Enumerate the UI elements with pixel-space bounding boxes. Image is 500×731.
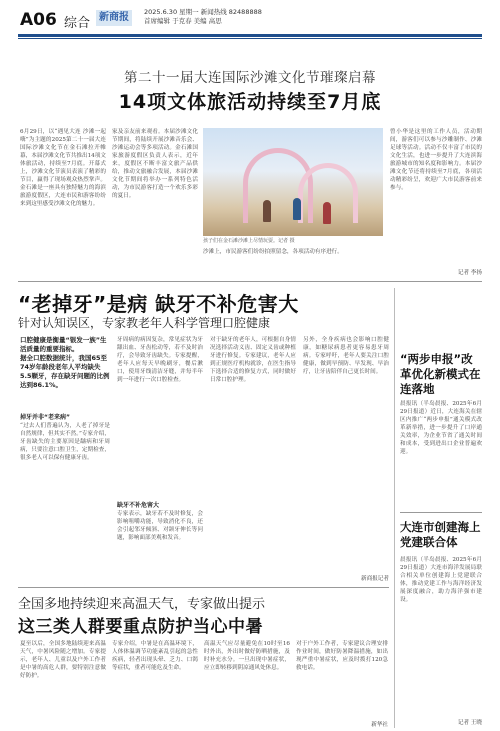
story1-col2: 家及亲友前来观看。本届沙滩文化节期间，将陆续开展沙滩音乐会、沙滩运动会等多项活动。金石滩国家旅游度假区负责人表示，近年来，度假区不断丰富文旅产品供给，推动文旅融合发展，本届沙滩文化节期间将举办一系列特色活动，为市民游客打造一个欢乐多彩的夏日。 xyxy=(112,129,198,199)
story2-byline: 新商报记者 xyxy=(361,576,389,582)
story3-headline: 这三类人群要重点防护当心中暑 xyxy=(18,617,263,637)
story2-col2: 牙周病的病因复杂，常见症状为牙龈出血、牙齿松动等，若不及时治疗，会导致牙齿缺失。专家提醒，老年人应每天早晚刷牙，餐后漱口，使用牙线清洁牙缝，并每半年到一年进行一次口腔检查。 xyxy=(117,337,203,383)
photo-child xyxy=(323,202,331,224)
right-body1: 晨报讯（半岛晨报、2025年6月29日报道）近日，大连海关在辖区内推广“两步申报”通关模式改革新举措，进一步提升了口岸通关效率，为企业节省了通关时间和成本，受到进出口企业普遍欢迎。 xyxy=(400,401,482,455)
photo-child xyxy=(263,200,271,222)
section-divider-2 xyxy=(18,587,389,588)
story1-caption: 孩子们在金石滩沙滩上尽情玩耍。记者 摄 xyxy=(203,238,295,244)
story1-photo xyxy=(203,128,383,236)
story2-lead-body: 据全口腔数据统计，我国65至74岁年龄段老年人平均缺失5.5颗牙，存在缺牙问题的比例达到86.1%。 xyxy=(20,354,110,389)
story2-lead xyxy=(20,336,110,390)
story1-col3: 曾小华是这里的工作人员，活动期间，游客们可以参与沙雕制作、沙滩足球等活动。活动不仅丰富了市民的文化生活，也进一步提升了大连滨海旅游城市的知名度和影响力。本届沙滩文化节还将持续至7月底，各项活动精彩纷呈，欢迎广大市民游客前来参与。 xyxy=(390,129,482,191)
story2-col3: 对于缺牙的老年人，可根据自身情况选择活动义齿、固定义齿或种植牙进行修复。专家建议，老年人应到正规医疗机构就诊，在医生指导下选择合适的修复方式，同时做好日常口腔护理。 xyxy=(210,337,296,383)
story2-lead-title: 口腔健康是衡量“银发一族”生活质量的重要指标。 xyxy=(20,336,107,353)
story1-col1: 6月29日，以“遇见大连 沙滩一起嗨”为主题的2025第二十一届大连国际沙滩文化节在金石滩拉开帷幕，本届沙滩文化节共推出14项文体旅活动，持续至7月底。开幕式上，沙滩文化节演员表演了精彩的节目，赢得了现场观众热烈掌声。金石滩是一座具有独特魅力的海滨旅游度假区，大连市民和游客纷纷来到这里感受沙滩文化的魅力。 xyxy=(20,129,106,207)
story2-headline: “老掉牙”是病 缺牙不补危害大 xyxy=(18,292,299,316)
header-rule xyxy=(18,34,482,37)
story3-col2: 专家介绍，中暑是在高温环境下，人体体温调节功能紊乱引起的急性疾病，轻者出现头晕、乏力、口渴等症状，重者可能危及生命。 xyxy=(112,641,198,671)
story2-subhead: 针对认知误区，专家教老年人科学管理口腔健康 xyxy=(18,316,271,330)
right-headline2: 大连市创建海上党建联合体 xyxy=(400,520,481,549)
story2-section1-title: 掉牙并非“老来病” xyxy=(20,414,70,421)
page-header xyxy=(0,0,500,38)
right-headline1: “两步申报”改革优化新模式在连落地 xyxy=(400,352,481,396)
story2-section2-title: 缺牙不补危害大 xyxy=(117,502,160,509)
section-divider xyxy=(18,281,482,282)
right-body2: 晨报讯（半岛晨报、2025年6月29日报道）大连市海洋发展局联合相关单位创建海上党建联合体，推动党建工作与海洋经济发展深度融合，助力海洋强市建设。 xyxy=(400,557,482,603)
story3-col4: 对于户外工作者，专家建议合理安排作业时间，做好防暑降温措施，如出现严重中暑症状，应及时拨打120急救电话。 xyxy=(296,641,388,671)
story2-col2b: 专家表示，缺牙若不及时修复，会影响咀嚼功能，导致消化不良，还会引起邻牙倾斜、对颌牙伸长等问题，影响面部美观和发音。 xyxy=(117,511,203,541)
story3-col3: 高温天气应尽量避免在10时至16时外出，外出时做好防晒措施，及时补充水分。一旦出现中暑症状，应立即转移到阴凉通风处休息。 xyxy=(204,641,290,671)
right-divider xyxy=(400,512,482,513)
story3-kicker: 全国多地持续迎来高温天气，专家做出提示 xyxy=(18,597,266,612)
header-rule-thin xyxy=(18,38,482,39)
story3-col1: 夏至以后，全国多地陆续迎来高温天气，中暑风险随之增加。专家提示，老年人、儿童以及户外工作者是中暑的高危人群，要特别注意做好防护。 xyxy=(20,641,106,679)
story3-byline: 新华社 xyxy=(371,722,388,728)
column-divider xyxy=(394,288,395,728)
story1-kicker: 第二十一届大连国际沙滩文化节璀璨启幕 xyxy=(124,70,376,86)
story1-headline: 14项文体旅活动持续至7月底 xyxy=(118,91,382,113)
story2-col4: 另外，全身疾病也会影响口腔健康，如糖尿病患者更容易患牙周病。专家呼吁，老年人要关注口腔健康，做到早预防、早发现、早治疗，让牙齿陪伴自己更长时间。 xyxy=(303,337,389,375)
story2-col1: “过去人们普遍认为，人老了掉牙是自然规律，但其实不然。”专家介绍，牙齿缺失的主要原因是龋病和牙周病，只要注意口腔卫生，定期检查，很多老人可以保有健康牙齿。 xyxy=(20,423,110,461)
page-number: A06 xyxy=(20,10,57,30)
header-meta-line1: 2025.6.30 星期一 新闻热线 82488888 xyxy=(144,8,262,16)
newspaper-logo: 新商报 xyxy=(96,10,132,26)
header-meta xyxy=(144,8,262,25)
photo-child xyxy=(293,198,301,220)
header-meta-line2: 首席编辑 于克春 美编 高思 xyxy=(144,16,222,25)
story1-byline: 记者 李扬 xyxy=(457,270,482,276)
page-section: 综合 xyxy=(64,16,91,31)
right-signoff: 记者 王晓 xyxy=(457,720,482,726)
story1-col3b: 沙滩上，市民游客们纷纷拍照留念，各项活动有序进行。 xyxy=(203,249,343,255)
